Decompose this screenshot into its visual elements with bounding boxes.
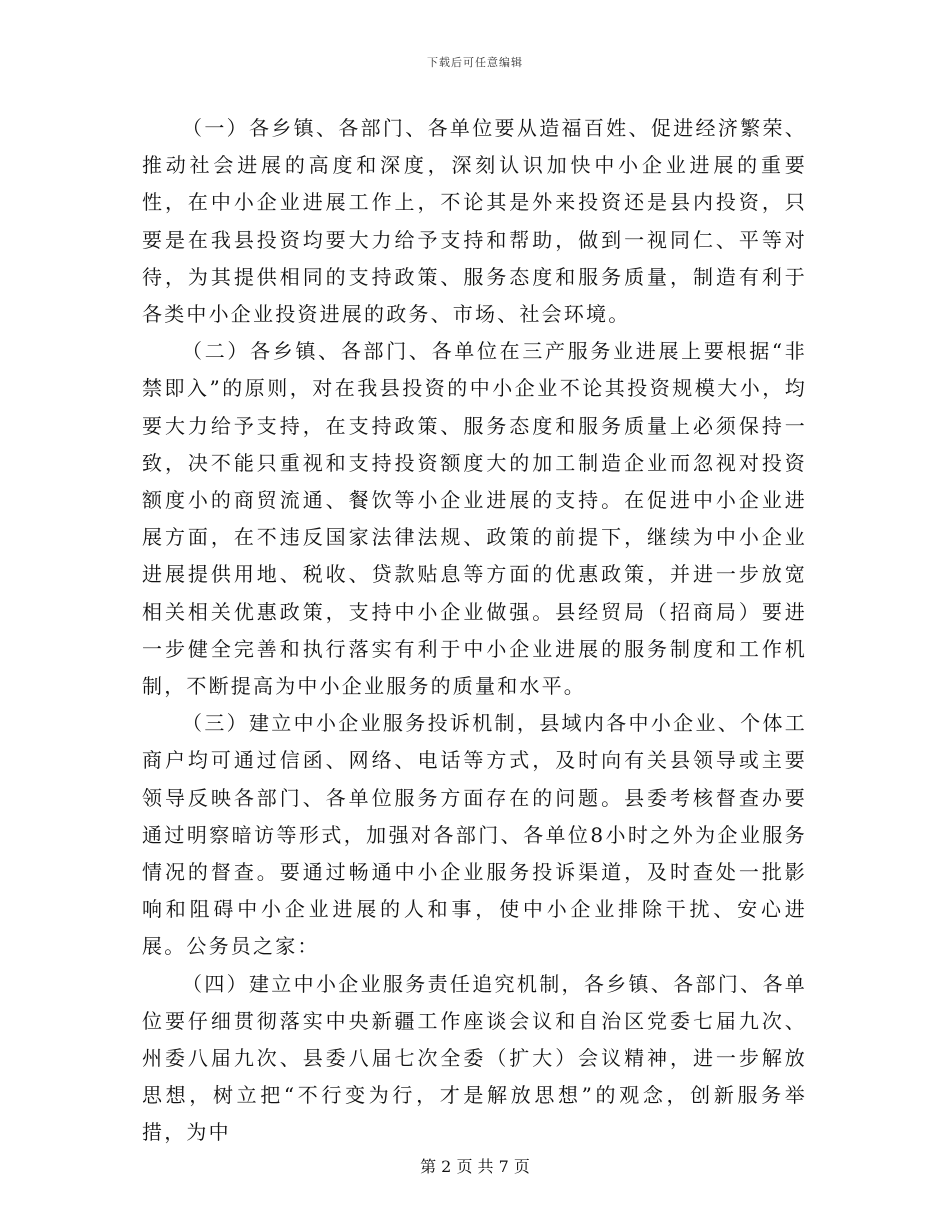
paragraph-3: （三）建立中小企业服务投诉机制，县域内各中小企业、个体工商户均可通过信函、网络、电话等方式，及时向有关县领导或主要领导反映各部门、各单位服务方面存在的问题。县委考核督查办要通过明察暗访等形式，加强对各部门、各单位8小时之外为企业服务情况的督查。要通过畅通中小企业服务投诉渠道，及时查处一批影响和阻碍中小企业进展的人和事，使中小企业排除干扰、安心进展。公务员之家： (142, 711, 807, 959)
page-footer (0, 1154, 950, 1177)
page-number-label: 第 2 页 共 7 页 (420, 1157, 530, 1176)
page-header-note: 下载后可任意编辑 (427, 56, 523, 69)
paragraph-2: （二）各乡镇、各部门、各单位在三产服务业进展上要根据“非禁即入”的原则，对在我县投资的中小企业不论其投资规模大小，均要大力给予支持，在支持政策、服务态度和服务质量上必须保持一致，决不能只重视和支持投资额度大的加工制造企业而忽视对投资额度小的商贸流通、餐饮等小企业进展的支持。在促进中小企业进展方面，在不违反国家法律法规、政策的前提下，继续为中小企业进展提供用地、税收、贷款贴息等方面的优惠政策，并进一步放宽相关相关优惠政策，支持中小企业做强。县经贸局（招商局）要进一步健全完善和执行落实有利于中小企业进展的服务制度和工作机制，不断提高为中小企业服务的质量和水平。 (142, 339, 807, 699)
paragraph-1: （一）各乡镇、各部门、各单位要从造福百姓、促进经济繁荣、推动社会进展的高度和深度，深刻认识加快中小企业进展的重要性，在中小企业进展工作上，不论其是外来投资还是县内投资，只要是在我县投资均要大力给予支持和帮助，做到一视同仁、平等对待，为其提供相同的支持政策、服务态度和服务质量，制造有利于各类中小企业投资进展的政务、市场、社会环境。 (142, 116, 807, 327)
paragraph-4: （四）建立中小企业服务责任追究机制，各乡镇、各部门、各单位要仔细贯彻落实中央新疆工作座谈会议和自治区党委七届九次、州委八届九次、县委八届七次全委（扩大）会议精神，进一步解放思想，树立把“不行变为行，才是解放思想”的观念，创新服务举措，为中 (142, 971, 807, 1145)
document-body (142, 110, 807, 1152)
